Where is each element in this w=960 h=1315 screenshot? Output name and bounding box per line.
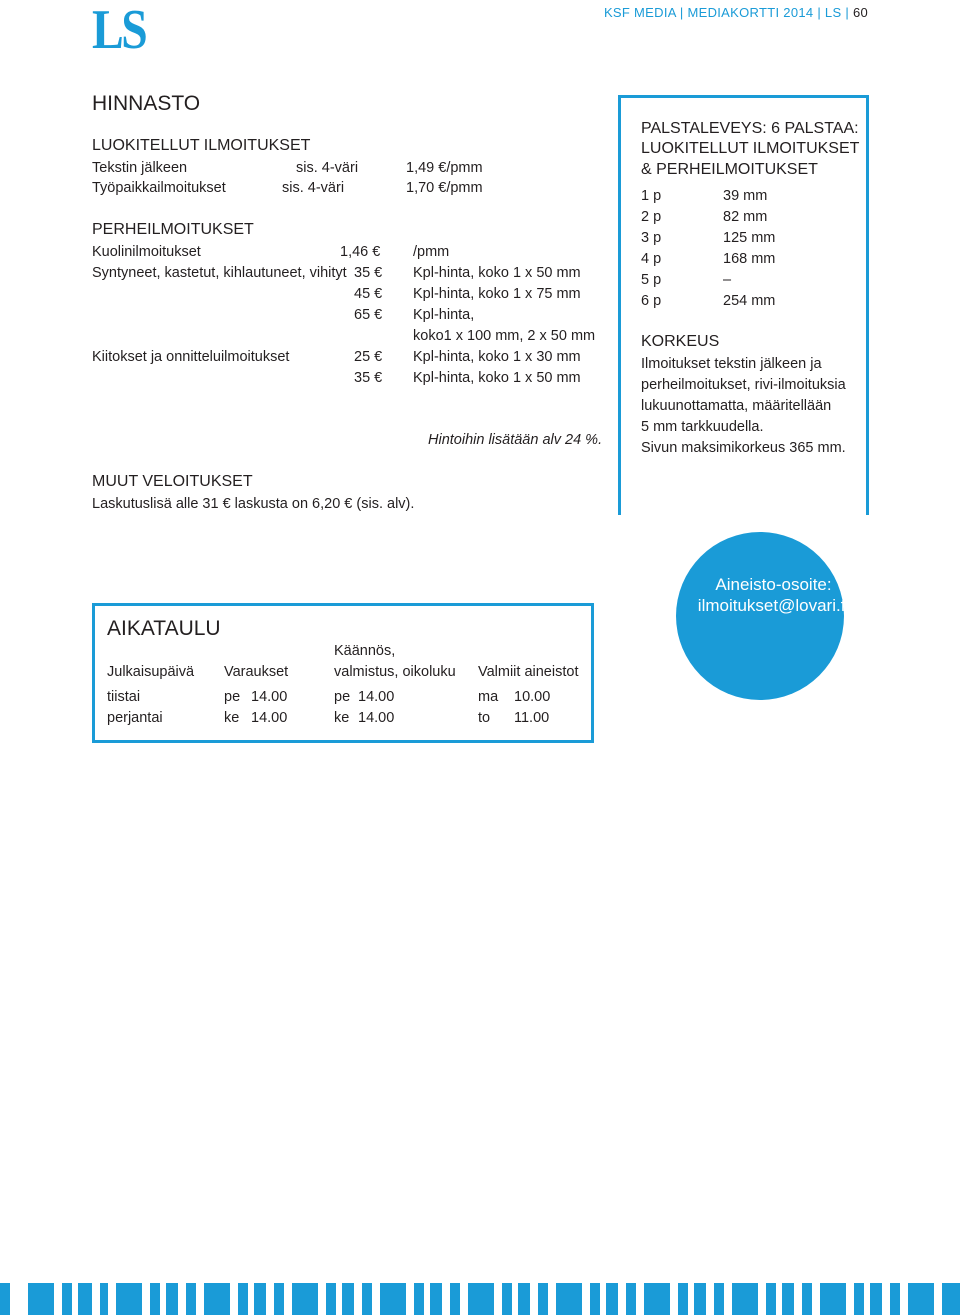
height-heading: KORKEUS xyxy=(641,333,720,350)
schedule-cell: 14.00 xyxy=(251,710,288,726)
classified-row-price: 1,49 €/pmm xyxy=(406,160,483,176)
family-row-desc: /pmm xyxy=(413,244,450,260)
schedule-day: perjantai xyxy=(107,710,163,726)
height-text: perheilmoitukset, rivi-ilmoituksia xyxy=(641,377,846,393)
schedule-col-header: Valmiit aineistot xyxy=(478,664,579,680)
family-row-desc: Kpl-hinta, koko 1 x 50 mm xyxy=(413,265,581,281)
family-row-desc: Kpl-hinta, xyxy=(413,307,475,323)
vat-note: Hintoihin lisätään alv 24 %. xyxy=(428,432,603,448)
family-row-price: 35 € xyxy=(354,265,383,281)
other-text: Laskutuslisä alle 31 € laskusta on 6,20 € (sis. alv). xyxy=(92,496,415,512)
height-text: Ilmoitukset tekstin jälkeen ja xyxy=(641,356,822,372)
family-row-price: 45 € xyxy=(354,286,383,302)
material-label: Aineisto-osoite: xyxy=(715,575,832,594)
family-row-price: 65 € xyxy=(354,307,383,323)
classified-row-colour: sis. 4-väri xyxy=(282,180,345,196)
family-row-label: Kiitokset ja onnitteluilmoitukset xyxy=(92,349,290,365)
family-row-label: Syntyneet, kastetut, kihlautuneet, vihityt xyxy=(92,265,347,281)
schedule-cell: pe xyxy=(334,689,351,705)
height-text: Sivun maksimikorkeus 365 mm. xyxy=(641,440,846,456)
classified-row-price: 1,70 €/pmm xyxy=(406,180,483,196)
schedule-cell: ke xyxy=(334,710,350,726)
schedule-col-header: Käännös, xyxy=(334,643,396,659)
column-count: 3 p xyxy=(641,230,662,246)
family-heading: PERHEILMOITUKSET xyxy=(92,221,254,238)
column-count: 1 p xyxy=(641,188,662,204)
schedule-cell: 14.00 xyxy=(358,689,395,705)
schedule-cell: 10.00 xyxy=(514,689,551,705)
classified-row-label: Työpaikkailmoitukset xyxy=(92,180,226,196)
specs-heading: & PERHEILMOITUKSET xyxy=(641,161,818,178)
column-width: 125 mm xyxy=(723,230,776,246)
family-row-price: 1,46 € xyxy=(340,244,381,260)
column-width: 254 mm xyxy=(723,293,776,309)
height-text: lukuunottamatta, määritellään xyxy=(641,398,832,414)
schedule-day: tiistai xyxy=(107,689,141,705)
column-width: – xyxy=(723,272,732,288)
family-row-price: 35 € xyxy=(354,370,383,386)
schedule-title: AIKATAULU xyxy=(107,617,221,640)
family-row-desc: Kpl-hinta, koko 1 x 50 mm xyxy=(413,370,581,386)
column-width: 82 mm xyxy=(723,209,768,225)
family-row-desc-continued: koko1 x 100 mm, 2 x 50 mm xyxy=(413,328,596,344)
family-row-desc: Kpl-hinta, koko 1 x 75 mm xyxy=(413,286,581,302)
column-width: 39 mm xyxy=(723,188,768,204)
classified-row-label: Tekstin jälkeen xyxy=(92,160,188,176)
schedule-cell: ma xyxy=(478,689,499,705)
schedule-cell: ke xyxy=(224,710,240,726)
column-count: 6 p xyxy=(641,293,662,309)
height-text: 5 mm tarkkuudella. xyxy=(641,419,764,435)
column-count: 5 p xyxy=(641,272,662,288)
schedule-cell: 14.00 xyxy=(358,710,395,726)
specs-heading: PALSTALEVEYS: 6 PALSTAA: xyxy=(641,120,859,137)
column-width: 168 mm xyxy=(723,251,776,267)
header-meta xyxy=(604,5,868,20)
pricing-title: HINNASTO xyxy=(92,92,201,115)
schedule-cell: 14.00 xyxy=(251,689,288,705)
other-heading: MUUT VELOITUKSET xyxy=(92,473,253,490)
column-count: 4 p xyxy=(641,251,662,267)
family-row-label: Kuolinilmoitukset xyxy=(92,244,201,260)
column-count: 2 p xyxy=(641,209,662,225)
ls-logo: LS xyxy=(92,0,146,61)
family-row-price: 25 € xyxy=(354,349,383,365)
schedule-cell: pe xyxy=(224,689,241,705)
schedule-col-header: valmistus, oikoluku xyxy=(334,664,456,680)
schedule-cell: 11.00 xyxy=(514,710,550,726)
specs-heading: LUOKITELLUT ILMOITUKSET xyxy=(641,140,860,157)
material-email-link[interactable]: ilmoitukset@lovari.fi xyxy=(697,596,850,615)
schedule-col-header: Varaukset xyxy=(224,664,289,680)
header-meta-text: KSF MEDIA | MEDIAKORTTI 2014 | LS | xyxy=(603,5,850,20)
decorative-bottom-pattern xyxy=(0,1283,960,1315)
material-address xyxy=(676,574,871,616)
classified-row-colour: sis. 4-väri xyxy=(296,160,359,176)
schedule-cell: to xyxy=(478,710,491,726)
schedule-col-header: Julkaisupäivä xyxy=(107,664,195,680)
family-row-desc: Kpl-hinta, koko 1 x 30 mm xyxy=(413,349,581,365)
classified-heading: LUOKITELLUT ILMOITUKSET xyxy=(92,137,311,154)
page-number: 60 xyxy=(852,5,868,20)
material-address-circle xyxy=(676,532,844,700)
